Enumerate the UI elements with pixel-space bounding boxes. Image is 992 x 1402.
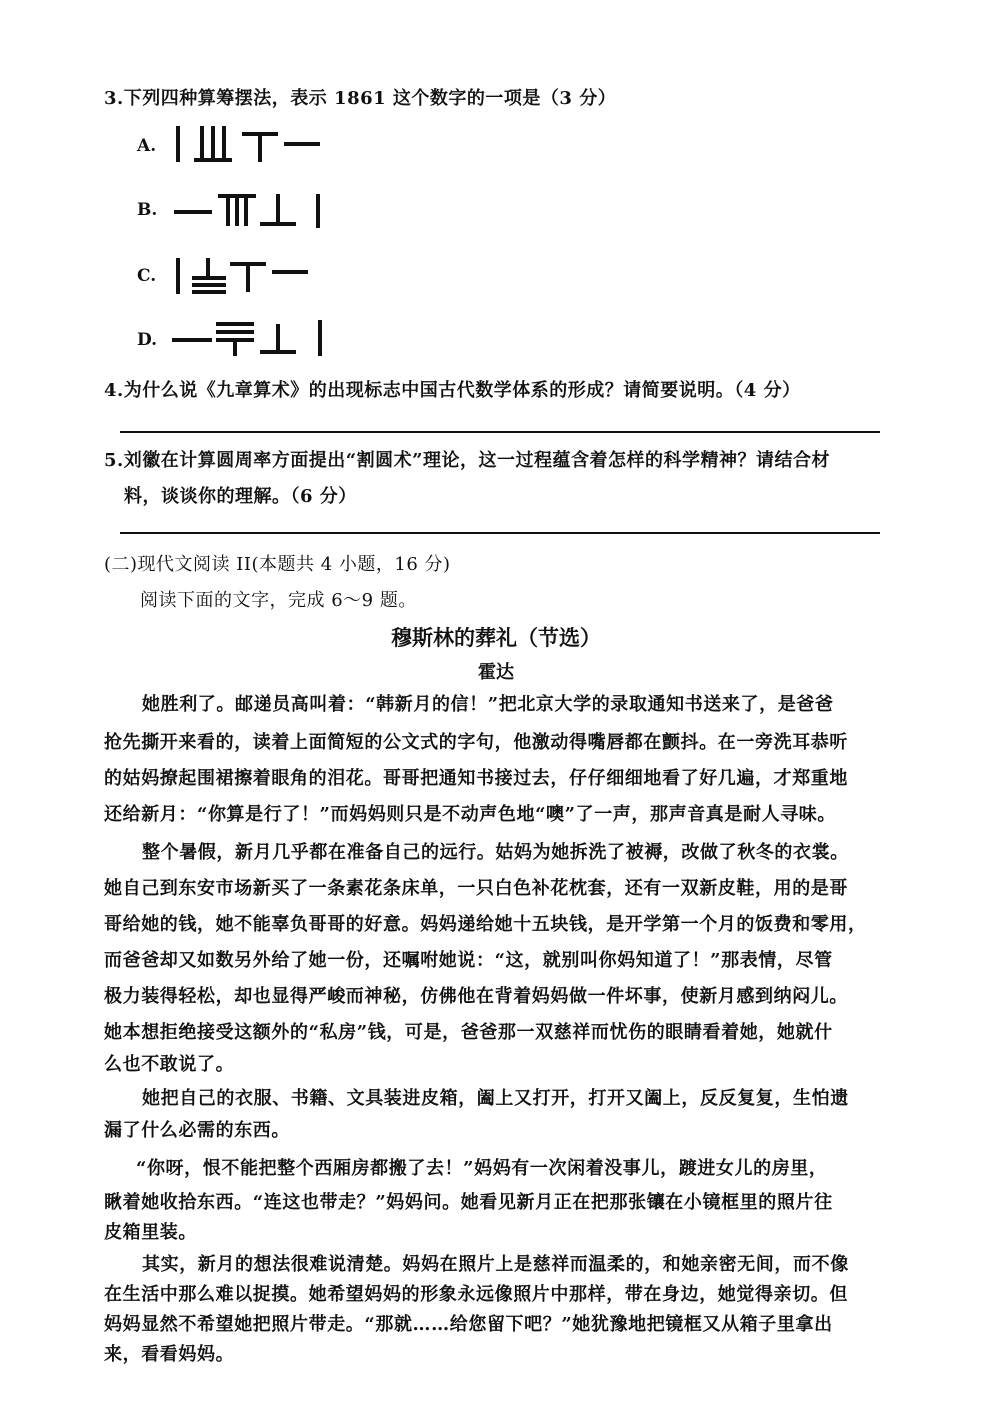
passage-line: 哥给她的钱，她不能辜负哥哥的好意。妈妈递给她十五块钱，是开学第一个月的饭费和零用，: [104, 914, 867, 935]
passage-line: 她把自己的衣服、书籍、文具装进皮箱，阖上又打开，打开又阖上，反反复复，生怕遗: [142, 1088, 849, 1109]
option-a-rod-numeral: [168, 122, 338, 166]
passage-line: 在生活中那么难以捉摸。她希望妈妈的形象永远像照片中那样，带在身边，她觉得亲切。但: [104, 1284, 848, 1305]
passage-line: 整个暑假，新月几乎都在准备自己的远行。姑妈为她拆洗了被褥，改做了秋冬的衣裳。: [142, 842, 849, 863]
question-3-stem: 3.下列四种算筹摆法，表示 1861 这个数字的一项是（3 分）: [104, 88, 617, 109]
answer-line-q5[interactable]: [120, 532, 880, 534]
option-b-label: B.: [137, 200, 158, 220]
passage-line: “你呀，恨不能把整个西厢房都搬了去！”妈妈有一次闲着没事儿，踱进女儿的房里，: [136, 1158, 828, 1179]
passage-line: 妈妈显然不希望她把照片带走。“那就……给您留下吧？”她犹豫地把镜框又从箱子里拿出: [104, 1314, 833, 1335]
option-c-rod-numeral: [168, 254, 338, 298]
passage-line: 还给新月：“你算是行了！”而妈妈则只是不动声色地“噢”了一声，那声音真是耐人寻味。: [104, 804, 837, 825]
passage-line: 极力装得轻松，却也显得严峻而神秘，仿佛他在背着妈妈做一件坏事，使新月感到纳闷儿。: [104, 986, 848, 1007]
question-5-stem-line-2: 料，谈谈你的理解。（6 分）: [124, 486, 357, 507]
passage-line: 的姑妈撩起围裙擦着眼角的泪花。哥哥把通知书接过去，仔仔细细地看了好几遍，才郑重地: [104, 768, 848, 789]
reading-instruction: 阅读下面的文字，完成 6～9 题。: [140, 590, 417, 611]
passage-title: 穆斯林的葬礼（节选）: [391, 625, 601, 650]
question-5-stem-line-1: 5.刘徽在计算圆周率方面提出“割圆术”理论，这一过程蕴含着怎样的科学精神？请结合材: [104, 450, 830, 471]
passage-line: 瞅着她收拾东西。“连这也带走？”妈妈问。她看见新月正在把那张镶在小镜框里的照片往: [104, 1192, 833, 1213]
option-a-label: A.: [137, 136, 157, 156]
passage-author: 霍达: [478, 662, 514, 683]
section-heading: (二)现代文阅读 II(本题共 4 小题，16 分): [104, 554, 451, 575]
option-c-label: C.: [137, 266, 157, 286]
passage-line: 么也不敢说了。: [104, 1054, 235, 1075]
option-d-label: D.: [137, 330, 158, 350]
option-b-rod-numeral: [170, 188, 340, 232]
passage-line: 而爸爸却又如数另外给了她一份，还嘱咐她说：“这，就别叫你妈知道了！”那表情，尽管: [104, 950, 833, 971]
answer-line-q4[interactable]: [120, 431, 880, 433]
passage-line: 她本想拒绝接受这额外的“私房”钱，可是，爸爸那一双慈祥而忧伤的眼睛看着她，她就什: [104, 1022, 833, 1043]
passage-line: 来，看看妈妈。: [104, 1344, 235, 1365]
passage-line: 漏了什么必需的东西。: [104, 1120, 290, 1141]
passage-line: 她胜利了。邮递员高叫着：“韩新月的信！”把北京大学的录取通知书送来了，是爸爸: [142, 694, 834, 715]
question-4-stem: 4.为什么说《九章算术》的出现标志中国古代数学体系的形成？请简要说明。（4 分）: [104, 380, 801, 401]
passage-line: 皮箱里装。: [104, 1222, 197, 1243]
passage-line: 她自己到东安市场新买了一条素花条床单，一只白色补花枕套，还有一双新皮鞋，用的是哥: [104, 878, 848, 899]
passage-line: 其实，新月的想法很难说清楚。妈妈在照片上是慈祥而温柔的，和她亲密无间，而不像: [142, 1254, 849, 1275]
option-d-rod-numeral: [170, 316, 340, 360]
passage-line: 抢先撕开来看的，读着上面简短的公文式的字句，他激动得嘴唇都在颤抖。在一旁洗耳恭听: [104, 732, 848, 753]
